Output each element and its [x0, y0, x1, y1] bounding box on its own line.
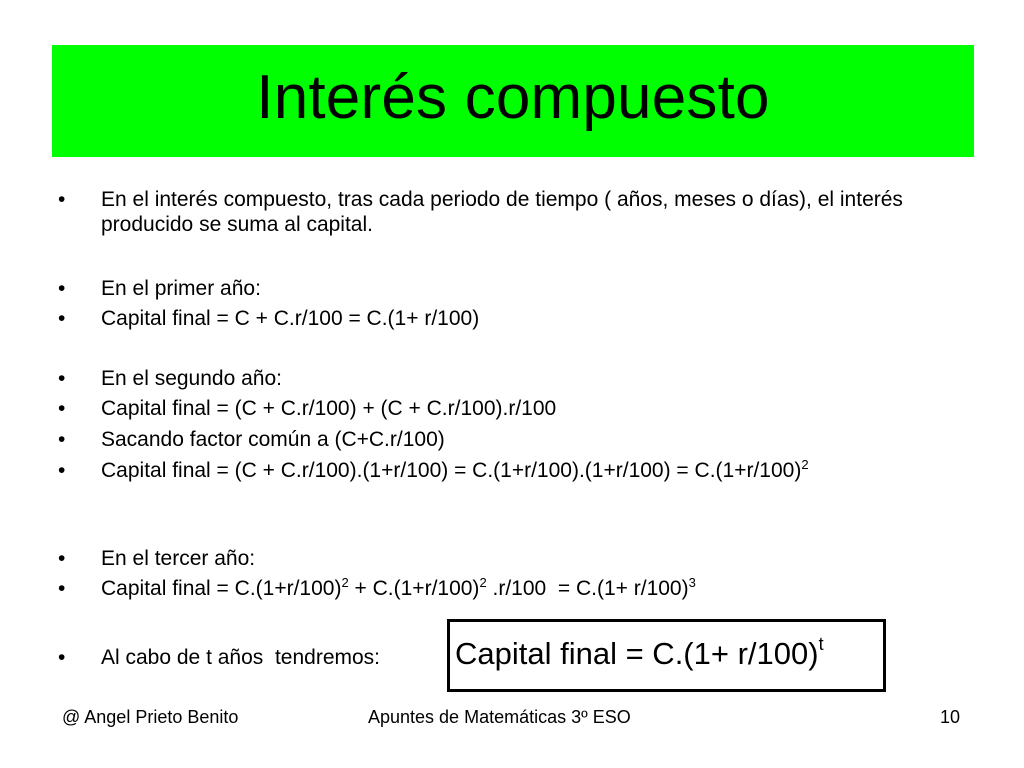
formula-text: Capital final = (C + C.r/100).(1+r/100) = C.(1+r/100).(1+r/100) = C.(1+r/100) — [101, 459, 802, 482]
bullet-dot: • — [58, 459, 66, 482]
bullet-item — [58, 306, 938, 331]
final-formula-exponent: t — [818, 634, 824, 654]
bullet-dot: • — [58, 367, 66, 390]
bullet-item — [58, 366, 938, 391]
exponent: 2 — [341, 575, 349, 590]
formula-text: + C.(1+r/100) — [348, 577, 480, 600]
bullet-text: Al cabo de t años tendremos: — [101, 646, 380, 669]
bullet-item — [58, 187, 938, 237]
bullet-text: Capital final = C + C.r/100 = C.(1+ r/100) — [101, 307, 480, 330]
bullet-item — [58, 396, 938, 421]
bullet-item — [58, 276, 938, 301]
footer-course: Apuntes de Matemáticas 3º ESO — [368, 707, 631, 727]
bullet-dot: • — [58, 277, 66, 300]
bullet-item — [58, 427, 938, 452]
bullet-dot: • — [58, 428, 66, 451]
bullet-text: Sacando factor común a (C+C.r/100) — [101, 428, 445, 451]
bullet-text: En el primer año: — [101, 277, 261, 300]
bullet-text: En el segundo año: — [101, 367, 282, 390]
bullet-dot: • — [58, 577, 66, 600]
bullet-dot: • — [58, 397, 66, 420]
exponent: 3 — [688, 575, 696, 590]
bullet-item — [58, 546, 938, 571]
footer-page-number: 10 — [940, 707, 961, 727]
bullet-text: Capital final = (C + C.r/100) + (C + C.r/100).r/100 — [101, 397, 557, 420]
bullet-item — [58, 458, 858, 483]
slide-title: Interés compuesto — [256, 63, 770, 132]
bullet-dot: • — [58, 307, 66, 330]
title-bar — [52, 45, 974, 157]
bullet-text — [101, 458, 858, 483]
formula-text: .r/100 = C.(1+ r/100) — [486, 577, 689, 600]
final-formula — [455, 636, 824, 672]
final-formula-text: Capital final = C.(1+ r/100) — [455, 636, 819, 671]
footer-author: @ Angel Prieto Benito — [62, 707, 239, 727]
bullet-dot: • — [58, 188, 66, 211]
bullet-text — [101, 576, 938, 601]
formula-text: Capital final = C.(1+r/100) — [101, 577, 342, 600]
exponent: 2 — [801, 457, 809, 472]
exponent: 2 — [479, 575, 487, 590]
bullet-text: En el interés compuesto, tras cada periodo de tiempo ( años, meses o días), el interés producido se suma al capital. — [101, 188, 903, 236]
bullet-text: En el tercer año: — [101, 547, 256, 570]
bullet-dot: • — [58, 646, 66, 669]
bullet-dot: • — [58, 547, 66, 570]
bullet-item — [58, 576, 938, 601]
